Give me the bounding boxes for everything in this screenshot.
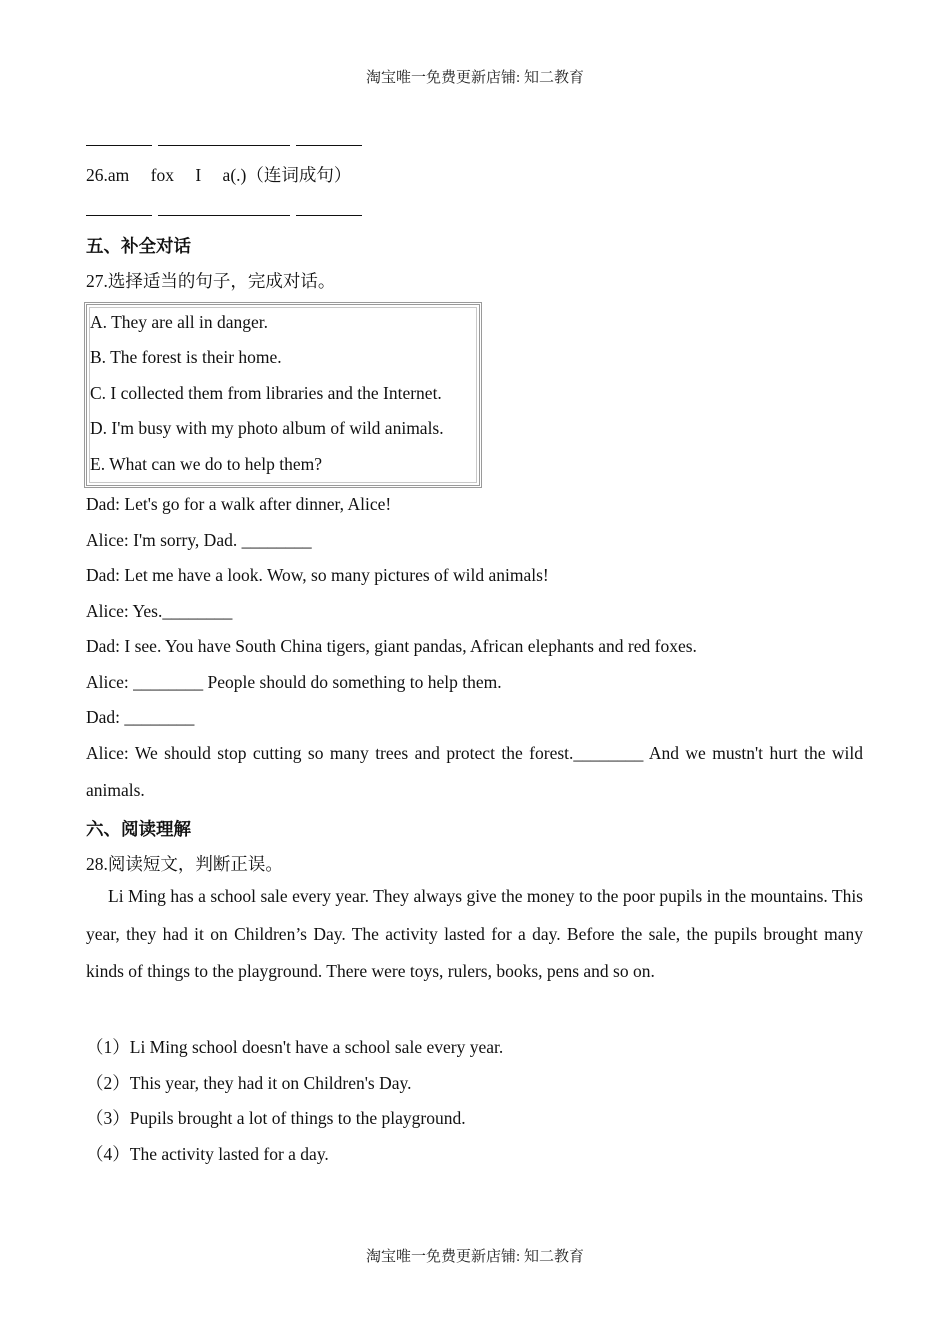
blank (158, 133, 290, 146)
dialogue-line: Alice: We should stop cutting so many trees and protect the forest.________ And we mustn't hurt the wild animals. (86, 743, 863, 800)
page-footer: 淘宝唯一免费更新店铺: 知二教育 (366, 1249, 584, 1265)
dialogue-line: Alice: Yes.________ (86, 601, 233, 621)
blank (158, 203, 290, 216)
q26-instruction: （连词成句） (246, 165, 352, 185)
dialogue-line: Dad: Let me have a look. Wow, so many pictures of wild animals! (86, 565, 549, 585)
reading-passage: Li Ming has a school sale every year. They always give the money to the poor pupils in the mountains. This year, they had it on Children’s Day. The activity lasted for a day. Before the sale, the pupils brought many kinds of things to the playground. There were toys, rulers, books, pens and so on. (86, 886, 863, 981)
q26-word: fox (150, 165, 174, 185)
answer-blanks-26 (86, 203, 362, 216)
statement: （4）The activity lasted for a day. (86, 1144, 329, 1164)
q26-word: I (195, 165, 202, 185)
section-six-title: 六、阅读理解 (86, 819, 191, 839)
q28-prompt: 28.阅读短文，判断正误。 (86, 854, 283, 874)
answer-blanks-25 (86, 133, 362, 146)
option-e: E. What can we do to help them? (90, 454, 322, 474)
section-five-title: 五、补全对话 (86, 236, 191, 256)
options-box (84, 302, 482, 488)
blank (86, 133, 152, 146)
question-26 (86, 162, 351, 187)
q26-number: 26.am (86, 165, 130, 185)
blank (86, 203, 152, 216)
statement: （2）This year, they had it on Children's Day. (86, 1073, 412, 1093)
blank (296, 133, 362, 146)
blank (296, 203, 362, 216)
dialogue-line: Dad: Let's go for a walk after dinner, Alice! (86, 494, 392, 514)
statement: （1）Li Ming school doesn't have a school sale every year. (86, 1037, 504, 1057)
dialogue-line: Dad: ________ (86, 707, 195, 727)
option-d: D. I'm busy with my photo album of wild animals. (90, 418, 444, 438)
option-a: A. They are all in danger. (90, 312, 269, 332)
dialogue-line: Dad: I see. You have South China tigers, giant pandas, African elephants and red foxes. (86, 636, 697, 656)
option-c: C. I collected them from libraries and the Internet. (90, 383, 442, 403)
option-b: B. The forest is their home. (90, 347, 282, 367)
dialogue-line: Alice: ________ People should do something to help them. (86, 672, 502, 692)
q26-word: a(.) (222, 165, 247, 185)
page-header: 淘宝唯一免费更新店铺: 知二教育 (366, 70, 584, 86)
dialogue-line: Alice: I'm sorry, Dad. ________ (86, 530, 312, 550)
q27-prompt: 27.选择适当的句子，完成对话。 (86, 271, 336, 291)
statement: （3）Pupils brought a lot of things to the playground. (86, 1108, 466, 1128)
